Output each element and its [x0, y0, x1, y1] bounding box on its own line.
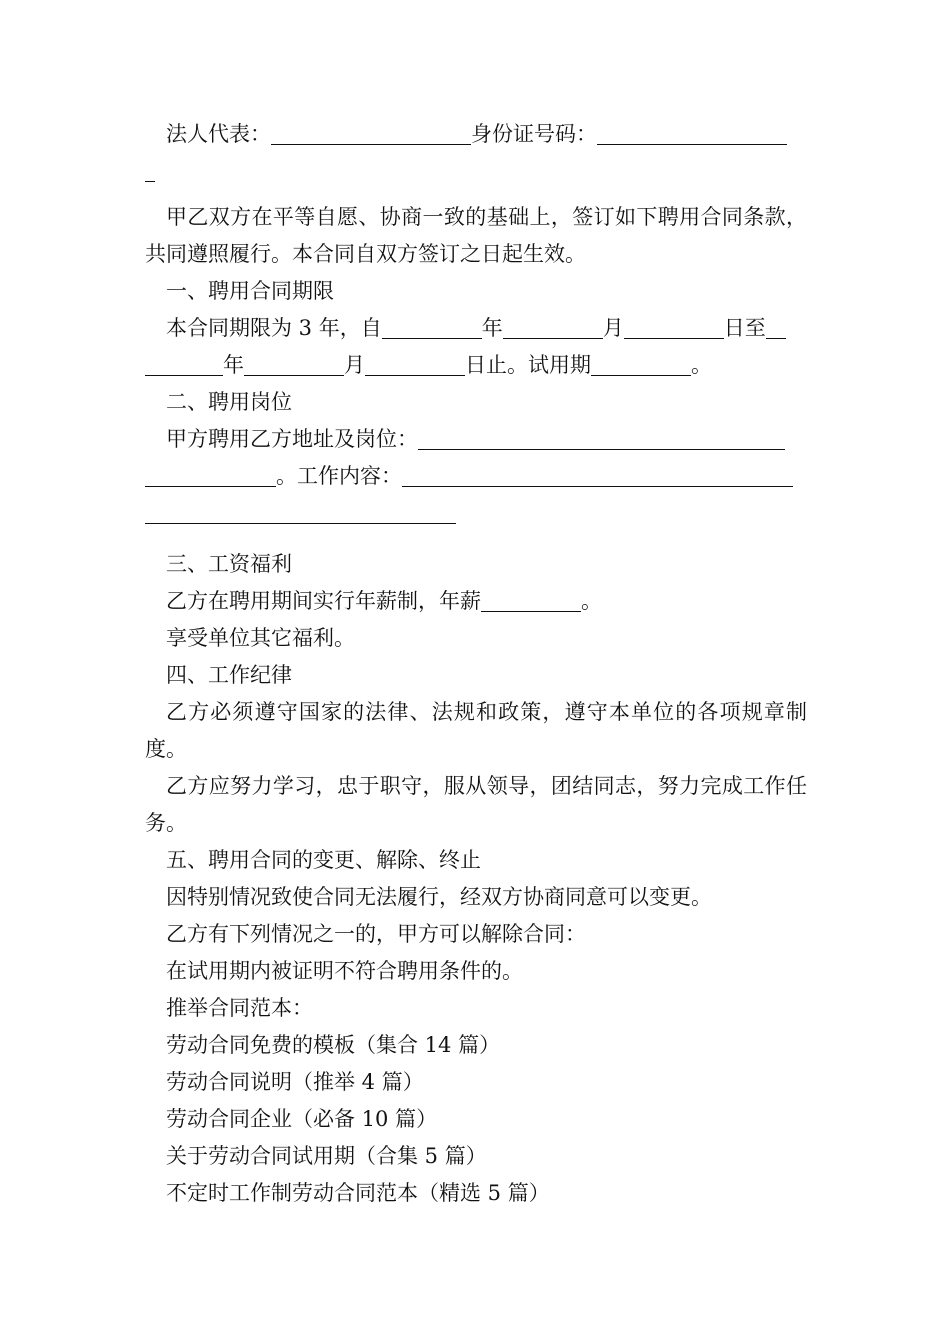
- section-4-title: 四、工作纪律: [166, 663, 292, 687]
- trial-end-mark: 。: [691, 353, 712, 377]
- end-year-blank-b: [145, 351, 223, 376]
- intro-paragraph: 甲乙双方在平等自愿、协商一致的基础上，签订如下聘用合同条款，共同遵照履行。本合同自双方签订之日起生效。: [145, 205, 807, 266]
- section-1-title: 一、聘用合同期限: [166, 279, 334, 303]
- contract-body: [145, 116, 807, 1212]
- work-content-label: 。工作内容：: [276, 464, 402, 488]
- end-month-blank: [244, 351, 344, 376]
- term-line-1: [145, 310, 807, 347]
- trial-period-blank: [591, 351, 691, 376]
- start-year-blank: [382, 314, 482, 339]
- year-label: 年: [481, 316, 503, 340]
- month-label: 月: [602, 316, 624, 340]
- position-blank: [418, 425, 785, 450]
- work-content-blank-cont: [145, 499, 456, 524]
- recommend-item[interactable]: 劳动合同说明（推举 4 篇）: [166, 1070, 424, 1094]
- recommend-item[interactable]: 劳动合同企业（必备 10 篇）: [166, 1107, 438, 1131]
- month-label-2: 月: [344, 353, 365, 377]
- discipline-paragraph-1: 乙方必须遵守国家的法律、法规和政策，遵守本单位的各项规章制度。: [145, 700, 807, 761]
- salary-line: [145, 583, 807, 620]
- end-day-blank: [365, 351, 465, 376]
- section-5-title: 五、聘用合同的变更、解除、终止: [166, 848, 481, 872]
- trial-condition-paragraph: 在试用期内被证明不符合聘用条件的。: [166, 959, 523, 983]
- change-paragraph: 因特别情况致使合同无法履行，经双方协商同意可以变更。: [166, 885, 712, 909]
- position-label: 甲方聘用乙方地址及岗位：: [166, 427, 418, 451]
- position-line: [145, 421, 807, 458]
- position-blank-cont: [145, 462, 276, 487]
- recommend-title: 推举合同范本：: [166, 996, 313, 1020]
- start-month-blank: [503, 314, 603, 339]
- rep-line: [145, 116, 807, 153]
- term-text: 本合同期限为 3 年，自: [166, 316, 382, 340]
- term-line-2: [145, 347, 807, 384]
- salary-end-mark: 。: [581, 589, 602, 613]
- id-label: 身份证号码：: [471, 122, 597, 146]
- discipline-paragraph-2: 乙方应努力学习，忠于职守，服从领导，团结同志，努力完成工作任务。: [145, 774, 807, 835]
- welfare-line: 享受单位其它福利。: [166, 626, 355, 650]
- id-blank-overflow-line: [145, 153, 807, 190]
- recommend-item[interactable]: 不定时工作制劳动合同范本（精选 5 篇）: [166, 1181, 550, 1205]
- day-end-label: 日止。试用期: [465, 353, 591, 377]
- section-2-title: 二、聘用岗位: [166, 390, 292, 414]
- end-year-blank-a: [766, 314, 786, 339]
- year-label-2: 年: [223, 353, 244, 377]
- section-3-title: 三、工资福利: [166, 552, 292, 576]
- start-day-blank: [624, 314, 724, 339]
- salary-label: 乙方在聘用期间实行年薪制，年薪: [166, 589, 481, 613]
- salary-blank: [481, 587, 581, 612]
- id-blank: [597, 120, 787, 145]
- work-content-blank: [402, 462, 793, 487]
- recommend-item[interactable]: 关于劳动合同试用期（合集 5 篇）: [166, 1144, 487, 1168]
- work-content-line-2: [145, 495, 807, 532]
- id-blank-overflow: [145, 157, 155, 182]
- recommend-item[interactable]: 劳动合同免费的模板（集合 14 篇）: [166, 1033, 501, 1057]
- work-content-line: [145, 458, 807, 495]
- day-to-label: 日至: [723, 316, 766, 340]
- rep-blank: [271, 120, 471, 145]
- termination-paragraph: 乙方有下列情况之一的，甲方可以解除合同：: [166, 922, 586, 946]
- rep-label: 法人代表：: [166, 122, 271, 146]
